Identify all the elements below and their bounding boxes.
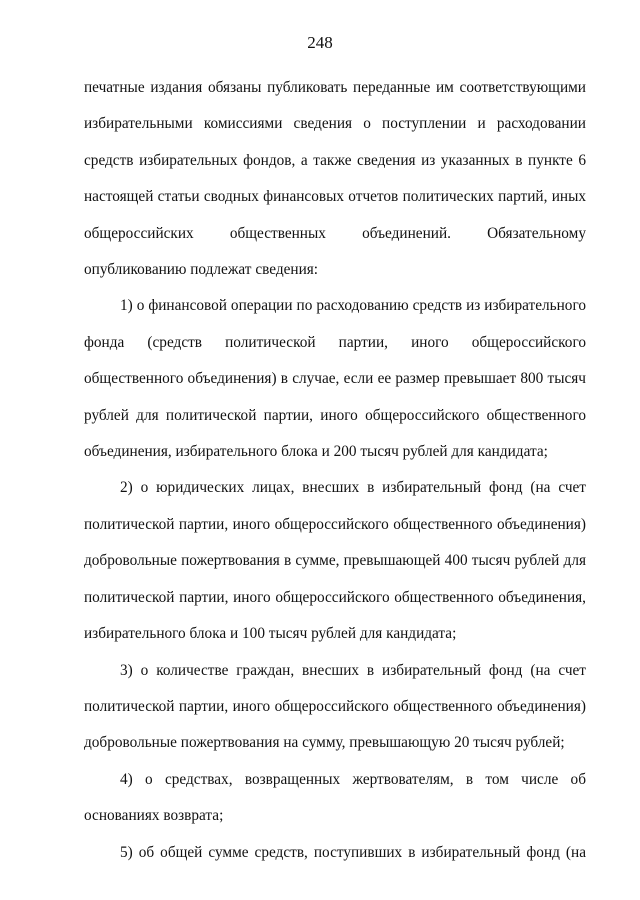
paragraph-intro: печатные издания обязаны публиковать переданные им соответствующими избирательными комиссиями сведения о поступлении и расходовании средств избирательных фондов, а также сведения из указанных в пункте 6 настоящей статьи сводных финансовых отчетов политических партий, иных общероссийских общественных объединений. Обязательному опубликованию подлежат сведения: bbox=[84, 79, 586, 279]
body-text bbox=[84, 70, 586, 871]
paragraph-item-1: 1) о финансовой операции по расходованию средств из избирательного фонда (средств политической партии, иного общероссийского общественного объединения) в случае, если ее размер превышает 800 тысяч рублей для политической партии, иного общероссийского общественного объединения, избирательного блока и 200 тысяч рублей для кандидата; bbox=[84, 297, 586, 461]
paragraph-item-5: 5) об общей сумме средств, поступивших в избирательный фонд (на bbox=[120, 843, 586, 861]
paragraph-item-2: 2) о юридических лицах, внесших в избирательный фонд (на счет политической партии, иного общероссийского общественного объединения) добровольные пожертвования в сумме, превышающей 400 тысяч рублей для политической партии, иного общероссийского общественного объединения, избирательного блока и 100 тысяч рублей для кандидата; bbox=[84, 479, 586, 643]
paragraph-item-3: 3) о количестве граждан, внесших в избирательный фонд (на счет политической партии, иного общероссийского общественного объединения) добровольные пожертвования на сумму, превышающую 20 тысяч рублей; bbox=[84, 661, 586, 752]
page-number: 248 bbox=[307, 33, 333, 52]
paragraph-item-4: 4) о средствах, возвращенных жертвователям, в том числе об основаниях возврата; bbox=[84, 770, 586, 825]
